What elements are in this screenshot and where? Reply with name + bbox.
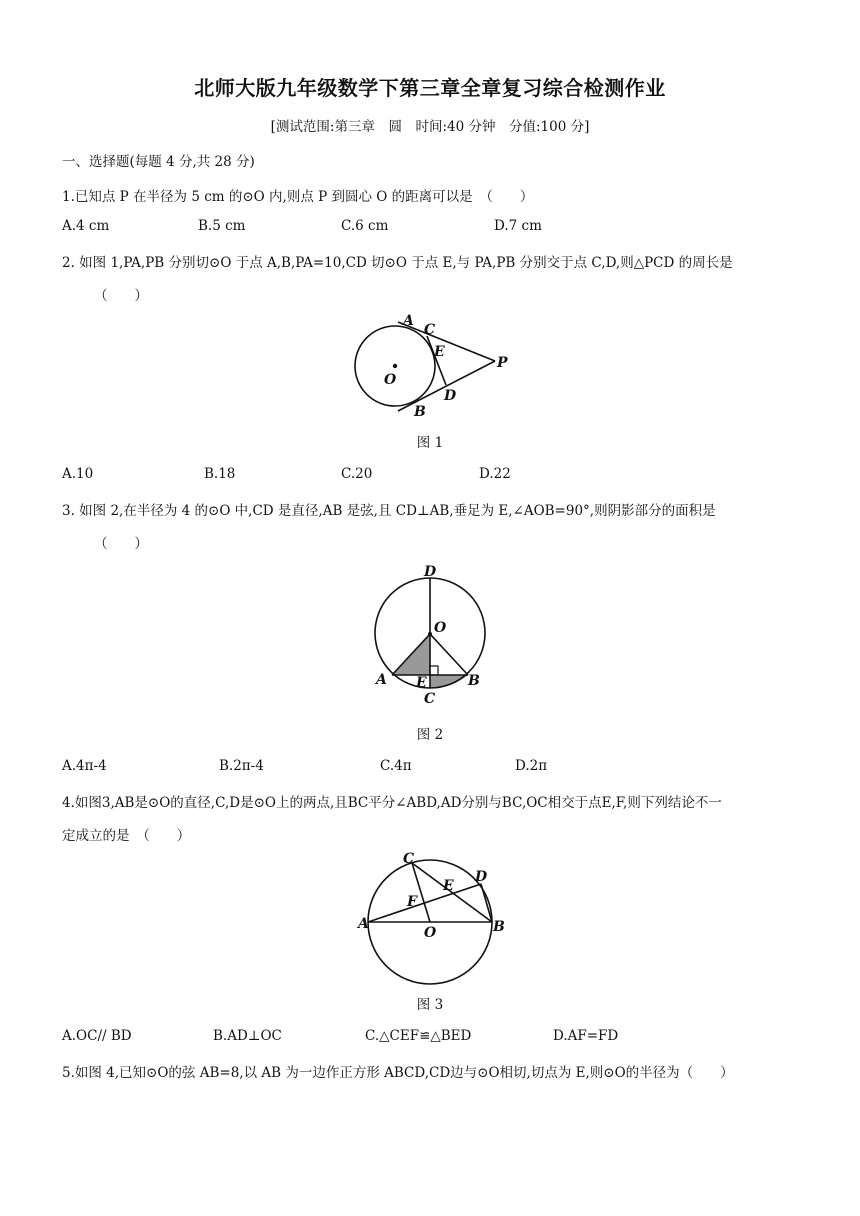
label-e: E (434, 344, 445, 360)
test-scope: [测试范围:第三章 圆 时间:40 分钟 分值:100 分] (270, 119, 590, 135)
q3-option-c: C.4π (380, 758, 412, 774)
label-d: D (424, 564, 437, 580)
label-a: A (358, 916, 369, 932)
label-o: O (434, 620, 447, 636)
label-d: D (475, 869, 488, 885)
q1-option-a: A.4 cm (62, 218, 110, 234)
label-b: B (468, 673, 480, 689)
question-5: 5.如图 4,已知⊙O的弦 AB=8,以 AB 为一边作正方形 ABCD,CD边与⊙O相切,切点为 E,则⊙O的半径为（ ） (62, 1065, 734, 1081)
center-point (393, 364, 397, 368)
section-heading: 一、选择题(每题 4 分,共 28 分) (62, 154, 255, 170)
label-e: E (443, 878, 454, 894)
q3-option-b: B.2π-4 (219, 758, 264, 774)
figure-3 (355, 850, 510, 985)
question-4: 4.如图3,AB是⊙O的直径,C,D是⊙O上的两点,且BC平分∠ABD,AD分别与BC,OC相交于点E,F,则下列结论不一 (62, 795, 722, 811)
question-1: 1.已知点 P 在半径为 5 cm 的⊙O 内,则点 P 到圆心 O 的距离可以是 （ ） (62, 189, 534, 205)
q4-option-b: B.AD⊥OC (213, 1028, 282, 1044)
label-d: D (444, 388, 457, 404)
q2-option-c: C.20 (341, 466, 373, 482)
page-title: 北师大版九年级数学下第三章全章复习综合检测作业 (194, 76, 666, 100)
q2-answer-paren: （ ） (94, 288, 148, 304)
question-2: 2. 如图 1,PA,PB 分别切⊙O 于点 A,B,PA=10,CD 切⊙O 于点 E,与 PA,PB 分别交于点 C,D,则△PCD 的周长是 (62, 255, 733, 271)
label-a: A (403, 313, 414, 329)
q3-answer-paren: （ ） (94, 536, 148, 552)
label-a: A (376, 672, 387, 688)
label-b: B (493, 919, 505, 935)
question-4-continued: 定成立的是 （ ） (62, 828, 191, 844)
center-point (428, 632, 432, 636)
q3-option-d: D.2π (515, 758, 548, 774)
label-c: C (424, 691, 436, 707)
figure-1-caption: 图 1 (416, 435, 444, 451)
q1-option-c: C.6 cm (341, 218, 389, 234)
q2-option-b: B.18 (204, 466, 236, 482)
label-f: F (407, 894, 417, 910)
q3-option-a: A.4π-4 (62, 758, 107, 774)
question-3: 3. 如图 2,在半径为 4 的⊙O 中,CD 是直径,AB 是弦,且 CD⊥AB,垂足为 E,∠AOB=90°,则阴影部分的面积是 (62, 503, 716, 519)
label-e: E (416, 675, 427, 691)
q2-option-a: A.10 (62, 466, 94, 482)
q4-option-c: C.△CEF≌△BED (365, 1028, 472, 1044)
q1-option-d: D.7 cm (494, 218, 542, 234)
label-o: O (384, 372, 397, 388)
label-p: P (497, 355, 508, 371)
label-c: C (424, 322, 436, 338)
figure-3-caption: 图 3 (416, 997, 444, 1013)
label-b: B (414, 404, 426, 420)
segment-ob (430, 634, 468, 675)
q1-option-b: B.5 cm (198, 218, 246, 234)
figure-2-caption: 图 2 (416, 727, 444, 743)
label-o: O (424, 925, 437, 941)
right-angle-mark (430, 666, 438, 675)
figure-1 (340, 308, 520, 428)
chord-bd (481, 884, 492, 922)
label-c: C (403, 851, 415, 867)
q4-option-a: A.OC// BD (62, 1028, 132, 1044)
figure-2 (360, 560, 500, 710)
q4-option-d: D.AF=FD (553, 1028, 619, 1044)
segment-oc (412, 863, 430, 922)
q2-option-d: D.22 (479, 466, 511, 482)
